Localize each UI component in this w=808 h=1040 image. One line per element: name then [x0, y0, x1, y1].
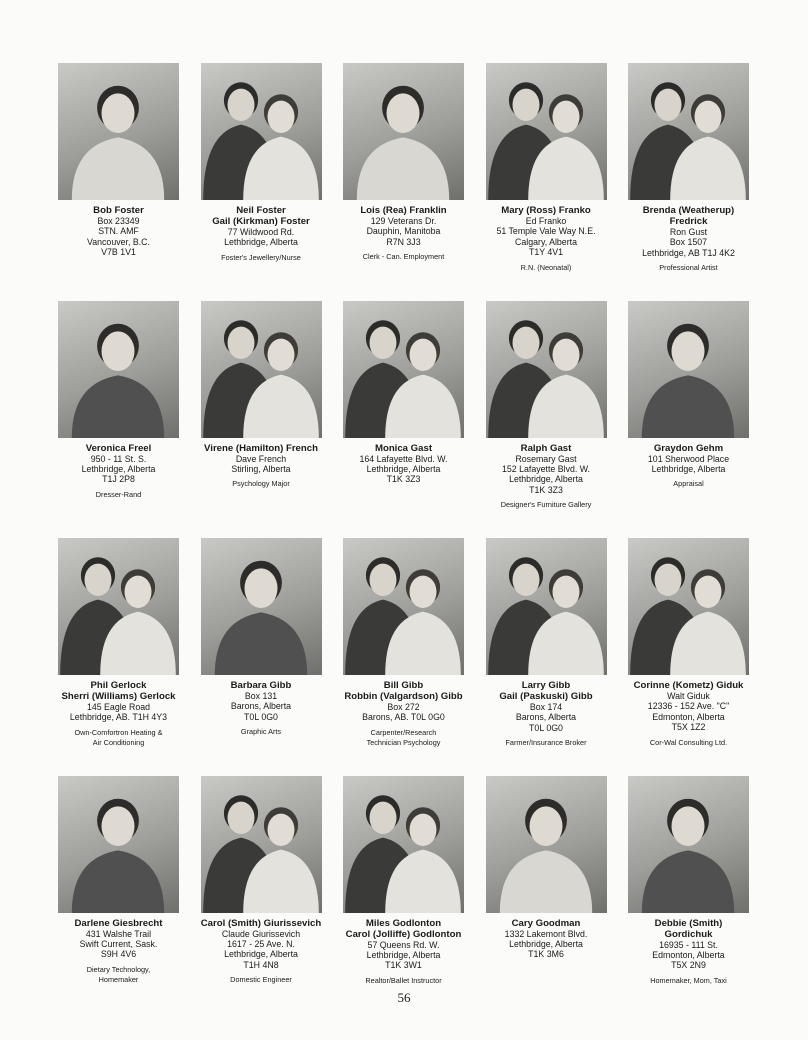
- person-name: Larry Gibb: [521, 680, 571, 691]
- person-name: Debbie (Smith): [654, 917, 723, 929]
- person-name: Virene (Hamilton) French: [204, 442, 318, 454]
- portrait-photo: [628, 538, 749, 675]
- person-name: Fredrick: [669, 216, 708, 227]
- occupation-line: Domestic Engineer: [230, 975, 292, 985]
- person-name: Miles Godlonton: [365, 917, 442, 929]
- portrait-photo: [486, 538, 607, 675]
- portrait-photo: [58, 301, 179, 438]
- occupation: [628, 263, 749, 273]
- portrait-photo: [58, 776, 179, 913]
- directory-entry: [58, 63, 179, 301]
- directory-entry: [201, 776, 322, 1014]
- person-name: Neil Foster: [236, 205, 286, 216]
- portrait-photo: [58, 63, 179, 200]
- address-line: Box 23349: [97, 216, 140, 226]
- address-line: 145 Eagle Road: [86, 702, 151, 712]
- address-line: Dave French: [235, 453, 287, 464]
- portrait-photo: [201, 776, 322, 913]
- address-line: T5X 2N9: [671, 960, 706, 971]
- address-line: Dauphin, Manitoba: [366, 226, 441, 237]
- person-name: Ralph Gast: [520, 442, 572, 454]
- occupation-line: Homemaker: [98, 974, 139, 984]
- person-name: Veronica Freel: [85, 442, 152, 454]
- directory-entry: [343, 538, 464, 776]
- person-name: Gail (Paskuski) Gibb: [499, 691, 593, 702]
- address-line: Box 1507: [669, 237, 708, 248]
- address-line: Rosemary Gast: [515, 453, 577, 464]
- address-line: Lethbridge, AB. T1H 4Y3: [69, 712, 168, 723]
- address-line: Ron Gust: [669, 227, 708, 237]
- address-line: 77 Wildwood Rd.: [227, 227, 295, 237]
- occupation: [486, 738, 607, 748]
- occupation: [486, 500, 607, 510]
- address-line: T1K 3M6: [528, 949, 564, 960]
- address-line: Calgary, Alberta: [515, 236, 577, 247]
- person-name: Gail (Kirkman) Foster: [212, 216, 310, 227]
- occupation: [486, 263, 607, 273]
- address-line: T5X 1Z2: [671, 722, 706, 733]
- directory-entry: [628, 301, 749, 539]
- person-name: Brenda (Weatherup): [642, 205, 735, 216]
- portrait-photo: [343, 776, 464, 913]
- occupation-line: Realtor/Ballet Instructor: [365, 975, 442, 985]
- occupation: [343, 976, 464, 986]
- person-name: Corinne (Kometz) Giduk: [633, 680, 744, 691]
- page-number: 56: [397, 990, 411, 1005]
- directory-entry: [486, 63, 607, 301]
- address-line: Stirling, Alberta: [231, 463, 291, 474]
- address-line: S9H 4V6: [100, 949, 137, 960]
- address-line: T1Y 4V1: [528, 247, 564, 258]
- occupation-line: Graphic Arts: [240, 727, 282, 737]
- occupation-line: Designer's Furniture Gallery: [500, 500, 592, 510]
- person-name: Phil Gerlock: [90, 680, 147, 691]
- portrait-photo: [343, 301, 464, 438]
- occupation: [58, 728, 179, 748]
- occupation: [628, 738, 749, 748]
- occupation: [58, 490, 179, 500]
- portrait-photo: [628, 776, 749, 913]
- address-line: Lethbridge, Alberta: [509, 938, 583, 949]
- occupation-line: Clerk - Can. Employment: [362, 252, 445, 262]
- address-line: 950 - 11 St. S.: [90, 453, 147, 464]
- portrait-photo: [486, 776, 607, 913]
- address-line: T1K 3W1: [385, 960, 422, 971]
- person-name: Carol (Jolliffe) Godlonton: [345, 928, 462, 940]
- address-line: STN. AMF: [98, 226, 139, 237]
- address-line: 101 Sherwood Place: [647, 453, 730, 464]
- person-name: Lois (Rea) Franklin: [360, 205, 447, 216]
- occupation: [201, 727, 322, 737]
- directory-entry: [201, 63, 322, 301]
- portrait-photo: [343, 538, 464, 675]
- address-line: Swift Current, Sask.: [79, 938, 158, 949]
- address-line: T1J 2P8: [102, 474, 135, 485]
- address-line: T1K 3Z3: [529, 484, 563, 495]
- directory-entry: [486, 776, 607, 1014]
- occupation-line: R.N. (Neonatal): [520, 262, 572, 272]
- address-line: Walt Giduk: [667, 691, 710, 701]
- directory-entry: [343, 63, 464, 301]
- portrait-photo: [486, 63, 607, 200]
- address-line: T0L 0G0: [244, 711, 278, 722]
- directory-entry: [628, 63, 749, 301]
- portrait-photo: [201, 538, 322, 675]
- address-line: T1K 3Z3: [386, 474, 421, 485]
- address-line: Barons, Alberta: [230, 701, 292, 712]
- address-line: Edmonton, Alberta: [652, 711, 725, 722]
- directory-entry: [486, 538, 607, 776]
- directory-entry: [201, 301, 322, 539]
- address-line: Lethbridge, Alberta: [81, 463, 156, 474]
- portrait-photo: [201, 63, 322, 200]
- person-name: Cary Goodman: [511, 917, 581, 929]
- occupation-line: Air Conditioning: [92, 737, 145, 747]
- address-line: Claude Giurissevich: [221, 928, 301, 939]
- address-line: Lethbridge, Alberta: [366, 949, 441, 960]
- address-line: 51 Temple Vale Way N.E.: [496, 226, 596, 237]
- address-line: Edmonton, Alberta: [652, 949, 725, 960]
- occupation-line: Appraisal: [673, 479, 704, 489]
- address-line: Box 131: [244, 691, 278, 701]
- address-line: Lethbridge, Alberta: [224, 237, 298, 248]
- address-line: 12336 - 152 Ave. "C": [647, 701, 730, 712]
- occupation: [628, 479, 749, 489]
- occupation-line: Professional Artist: [659, 263, 718, 273]
- directory-entry: [201, 538, 322, 776]
- address-line: 431 Walshe Trail: [85, 928, 152, 939]
- address-line: 164 Lafayette Blvd. W.: [359, 453, 448, 464]
- occupation-line: Foster's Jewellery/Nurse: [221, 252, 301, 262]
- address-line: T1H 4N8: [243, 959, 279, 970]
- person-name: Bill Gibb: [383, 680, 424, 691]
- occupation: [628, 976, 749, 986]
- person-name: Monica Gast: [374, 442, 433, 454]
- person-name: Gordichuk: [664, 928, 713, 940]
- person-name: Mary (Ross) Franko: [501, 205, 591, 216]
- address-line: R7N 3J3: [386, 236, 421, 247]
- directory-entry: [58, 538, 179, 776]
- address-line: Barons, Alberta: [515, 712, 577, 723]
- occupation: [201, 975, 322, 985]
- portrait-photo: [343, 63, 464, 200]
- occupation-line: Dietary Technology,: [86, 964, 151, 974]
- occupation-line: Technician Psychology: [366, 737, 441, 747]
- person-name: Bob Foster: [93, 205, 144, 216]
- address-line: Lethbridge, Alberta: [651, 463, 726, 474]
- directory-entry: [58, 301, 179, 539]
- directory-entry: [58, 776, 179, 1014]
- portrait-photo: [628, 63, 749, 200]
- address-line: 152 Lafayette Blvd. W.: [501, 463, 591, 474]
- directory-grid: [58, 63, 749, 1013]
- address-line: Lethbridge, Alberta: [366, 463, 441, 474]
- directory-entry: [343, 776, 464, 1014]
- directory-entry: [628, 538, 749, 776]
- address-line: V7B 1V1: [101, 247, 136, 258]
- person-name: Graydon Gehm: [653, 442, 724, 454]
- portrait-photo: [486, 301, 607, 438]
- address-line: 129 Veterans Dr.: [370, 216, 437, 226]
- occupation: [201, 253, 322, 263]
- directory-entry: [486, 301, 607, 539]
- address-line: 1332 Lakemont Blvd.: [504, 928, 588, 939]
- address-line: T0L 0G0: [529, 722, 563, 733]
- address-line: 57 Queens Rd. W.: [367, 939, 440, 950]
- person-name: Barbara Gibb: [230, 680, 292, 691]
- portrait-photo: [201, 301, 322, 438]
- occupation: [343, 252, 464, 262]
- address-line: Box 174: [529, 702, 563, 712]
- portrait-photo: [628, 301, 749, 438]
- address-line: Box 272: [387, 702, 420, 712]
- directory-entry: [343, 301, 464, 539]
- address-line: Ed Franko: [525, 216, 567, 226]
- address-line: Lethbridge, AB T1J 4K2: [642, 247, 735, 258]
- person-name: Darlene Giesbrecht: [74, 917, 163, 929]
- address-line: 16935 - 111 St.: [659, 939, 718, 950]
- address-line: Lethbridge, Alberta: [509, 474, 583, 485]
- address-line: Barons, AB. T0L 0G0: [362, 712, 445, 723]
- occupation-line: Carpenter/Research: [370, 727, 437, 737]
- person-name: Robbin (Valgardson) Gibb: [344, 691, 463, 702]
- directory-entry: [628, 776, 749, 1014]
- occupation-line: Cor-Wal Consulting Ltd.: [649, 737, 728, 747]
- person-name: Carol (Smith) Giurissevich: [200, 917, 322, 929]
- person-name: Sherri (Williams) Gerlock: [61, 691, 176, 702]
- occupation: [201, 479, 322, 489]
- address-line: 1617 - 25 Ave. N.: [227, 938, 295, 949]
- occupation: [58, 965, 179, 985]
- occupation-line: Own-Comfortron Heating &: [74, 727, 163, 737]
- occupation: [343, 728, 464, 748]
- occupation-line: Dresser-Rand: [95, 489, 142, 499]
- occupation-line: Psychology Major: [232, 479, 290, 489]
- address-line: Lethbridge, Alberta: [224, 949, 298, 960]
- occupation-line: Farmer/Insurance Broker: [505, 738, 587, 748]
- occupation-line: Homemaker, Mom, Taxi: [650, 975, 727, 985]
- portrait-photo: [58, 538, 179, 675]
- address-line: Vancouver, B.C.: [87, 236, 150, 247]
